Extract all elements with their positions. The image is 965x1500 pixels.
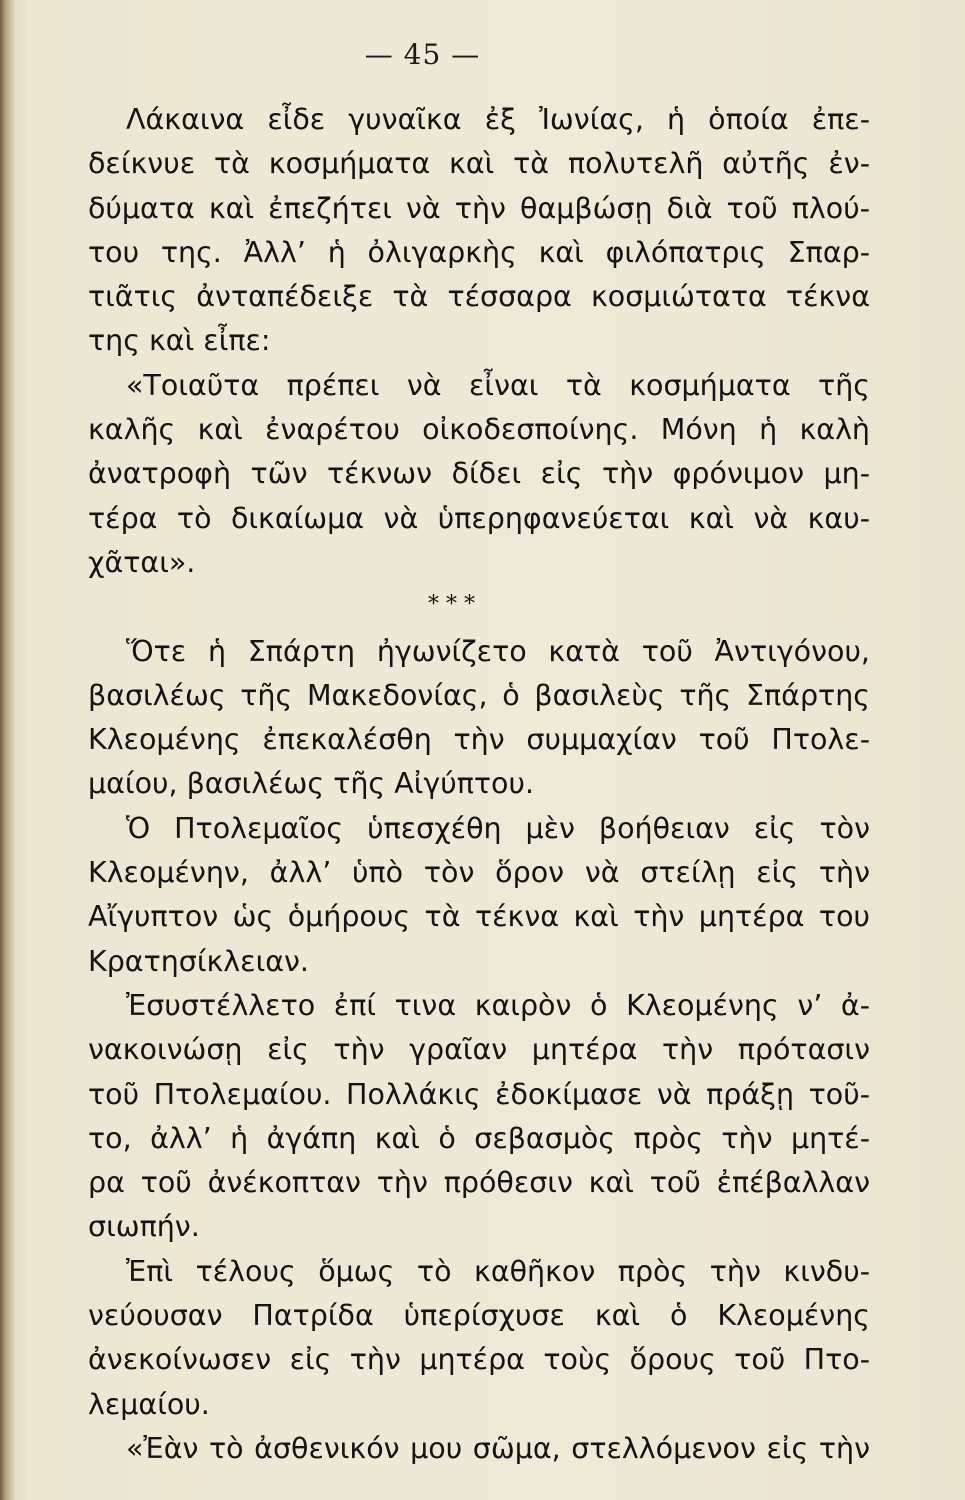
text-line: ἀνεκοίνωσεν εἰς τὴν μητέρα τοὺς ὅρους τοῦ Πτο- [88, 1343, 870, 1377]
text-line: τέρα τὸ δικαίωμα νὰ ὑπερηφανεύεται καὶ νὰ καυ- [88, 501, 870, 535]
text-line: δύματα καὶ ἐπεζήτει νὰ τὴν θαμβώσῃ διὰ τοῦ πλού- [88, 191, 870, 225]
text-line: της καὶ εἶπε: [88, 324, 271, 358]
text-line: Ἐπὶ τέλους ὅμως τὸ καθῆκον πρὸς τὴν κινδυ- [126, 1254, 870, 1288]
text-line: νεύουσαν Πατρίδα ὑπερίσχυσε καὶ ὁ Κλεομένης [88, 1299, 870, 1333]
text-line: τιᾶτις ἀνταπέδειξε τὰ τέσσαρα κοσμιώτατα τέκνα [88, 280, 870, 314]
text-line: δείκνυε τὰ κοσμήματα καὶ τὰ πολυτελῆ αὐτῆς ἐν- [88, 147, 870, 181]
text-line: Λάκαινα εἶδε γυναῖκα ἐξ Ἰωνίας, ἡ ὁποία ἐπε- [126, 103, 870, 136]
text-line: λεμαίου. [88, 1387, 210, 1421]
text-line: καλῆς καὶ ἐναρέτου οἰκοδεσποίνης. Μόνη ἡ καλὴ [88, 413, 870, 447]
asterism: * * * [428, 592, 475, 618]
text-line: Αἴγυπτον ὡς ὁμήρους τὰ τέκνα καὶ τὴν μητέρα του [88, 900, 870, 934]
text-line: του της. Ἀλλ’ ἡ ὀλιγαρκὴς καὶ φιλόπατρις Σπαρ- [88, 235, 870, 269]
text-line: βασιλέως τῆς Μακεδονίας, ὁ βασιλεὺς τῆς Σπάρτης [88, 678, 870, 712]
text-line: Κρατησίκλειαν. [88, 944, 309, 978]
page-number: — 45 — [364, 38, 481, 71]
paragraph-group-1 [88, 98, 870, 585]
text-line: Κλεομένην, ἀλλ’ ὑπὸ τὸν ὅρον νὰ στείλῃ εἰς τὴν [88, 856, 870, 890]
binding-edge [0, 0, 14, 1500]
text-line: το, ἀλλ’ ἡ ἀγάπη καὶ ὁ σεβασμὸς πρὸς τὴν μητέ- [88, 1121, 870, 1155]
text-line: «Τοιαῦτα πρέπει νὰ εἶναι τὰ κοσμήματα τῆς [126, 368, 870, 402]
text-line: «Ἐὰν τὸ ἀσθενικόν μου σῶμα, στελλόμενον εἰς τὴν [126, 1431, 870, 1465]
text-line: σιωπήν. [88, 1210, 200, 1244]
text-line: νακοινώσῃ εἰς τὴν γραῖαν μητέρα τὴν πρότασιν [88, 1033, 870, 1067]
text-line: ρα τοῦ ἀνέκοπταν τὴν πρόθεσιν καὶ τοῦ ἐπέβαλλαν [88, 1166, 870, 1200]
text-line: χᾶται». [88, 545, 196, 579]
text-line: τοῦ Πτολεμαίου. Πολλάκις ἐδοκίμασε νὰ πράξῃ τοῦ- [88, 1077, 870, 1111]
text-line: Ὅτε ἡ Σπάρτη ἠγωνίζετο κατὰ τοῦ Ἀντιγόνου, [126, 634, 870, 668]
text-line: Κλεομένης ἐπεκαλέσθη τὴν συμμαχίαν τοῦ Πτολε- [88, 723, 870, 757]
paragraph-group-2 [88, 630, 870, 1472]
body-text [88, 98, 870, 1471]
text-line: Ἐσυστέλλετο ἐπί τινα καιρὸν ὁ Κλεομένης ν’ ἀ- [126, 988, 870, 1022]
text-line: ἀνατροφὴ τῶν τέκνων δίδει εἰς τὴν φρόνιμον μη- [88, 457, 870, 491]
text-line: Ὁ Πτολεμαῖος ὑπεσχέθη μὲν βοήθειαν εἰς τὸν [126, 811, 870, 845]
text-line: μαίου, βασιλέως τῆς Αἰγύπτου. [88, 767, 535, 801]
asterism-divider [88, 585, 870, 629]
